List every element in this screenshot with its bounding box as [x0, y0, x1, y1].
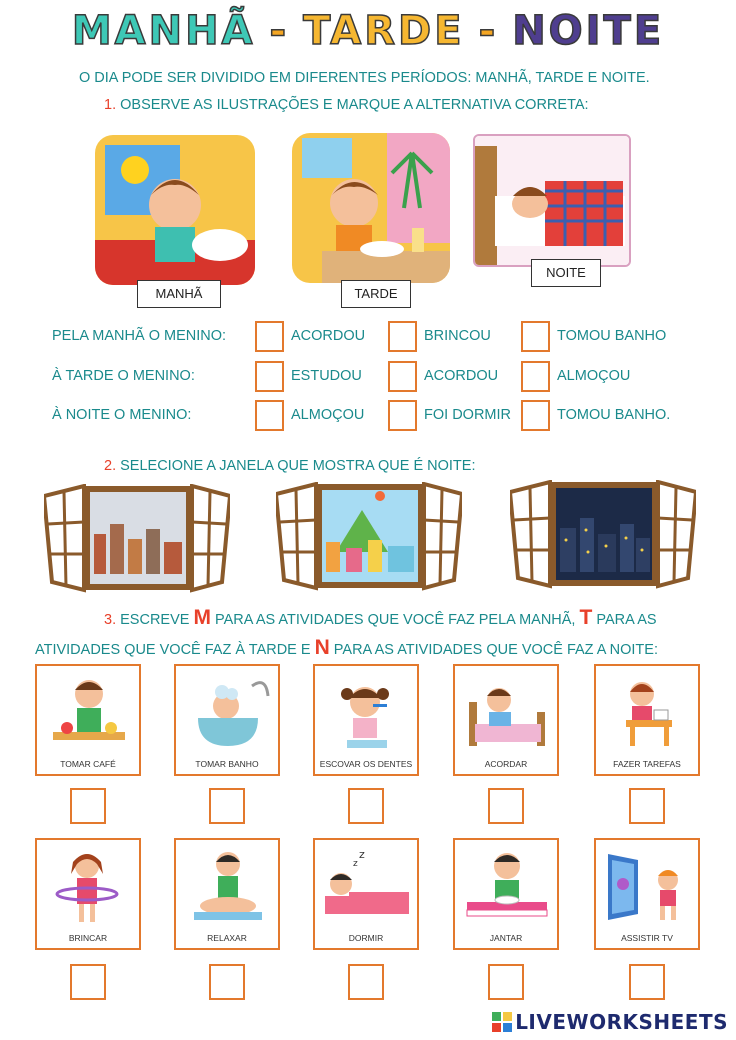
- row-prompt: PELA MANHÃ O MENINO:: [52, 328, 227, 344]
- question-text: PARA AS ATIVIDADES QUE VOCÊ FAZ A NOITE:: [333, 642, 658, 658]
- letter-t: T: [579, 606, 593, 629]
- option-checkbox[interactable]: [521, 321, 550, 352]
- option-checkbox[interactable]: [255, 400, 284, 431]
- afternoon-illustration: [292, 133, 450, 283]
- activity-card: [453, 838, 559, 950]
- answer-box[interactable]: [209, 964, 245, 1000]
- question-text: ESCREVE: [120, 612, 190, 628]
- option-label: TOMOU BANHO: [557, 328, 667, 344]
- row-prompt: À NOITE O MENINO:: [52, 407, 192, 423]
- answer-box[interactable]: [70, 788, 106, 824]
- option-checkbox[interactable]: [521, 400, 550, 431]
- svg-text:z: z: [353, 859, 358, 869]
- option-checkbox[interactable]: [521, 361, 550, 392]
- activity-label: ASSISTIR TV: [621, 933, 673, 943]
- answer-box[interactable]: [629, 964, 665, 1000]
- window-option-afternoon[interactable]: [276, 482, 462, 597]
- activity-label: TOMAR BANHO: [195, 759, 259, 769]
- activity-label: TOMAR CAFÉ: [60, 759, 116, 769]
- question-2-heading: [104, 458, 475, 474]
- title-dash: -: [269, 8, 290, 54]
- question-3-line-1: [104, 606, 657, 630]
- answer-box[interactable]: [209, 788, 245, 824]
- question-text: SELECIONE A JANELA QUE MOSTRA QUE É NOITE:: [120, 458, 476, 474]
- logo-mark-icon: [492, 1012, 512, 1032]
- answer-box[interactable]: [488, 788, 524, 824]
- answer-box[interactable]: [488, 964, 524, 1000]
- activity-label: FAZER TAREFAS: [613, 759, 681, 769]
- caption-noite: NOITE: [531, 259, 601, 287]
- activity-label: ESCOVAR OS DENTES: [319, 759, 413, 769]
- activity-card: [594, 664, 700, 776]
- option-checkbox[interactable]: [388, 321, 417, 352]
- activity-card: [174, 664, 280, 776]
- option-label: ALMOÇOU: [557, 368, 631, 384]
- activity-label: BRINCAR: [68, 933, 108, 943]
- option-label: TOMOU BANHO.: [557, 407, 671, 423]
- title-noite: NOITE: [512, 8, 665, 54]
- option-label: FOI DORMIR: [424, 407, 511, 423]
- caption-tarde: TARDE: [341, 280, 411, 308]
- question-number: 2.: [104, 458, 117, 474]
- option-label: ACORDOU: [291, 328, 366, 344]
- option-label: BRINCOU: [424, 328, 491, 344]
- answer-box[interactable]: [629, 788, 665, 824]
- title-dash: -: [478, 8, 499, 54]
- morning-illustration: [95, 135, 255, 285]
- title-manha: MANHÃ: [71, 8, 256, 54]
- question-number: 3.: [104, 612, 117, 628]
- svg-text:z: z: [359, 848, 365, 861]
- activity-card: [313, 838, 419, 950]
- option-checkbox[interactable]: [388, 361, 417, 392]
- letter-n: N: [314, 636, 330, 659]
- option-label: ALMOÇOU: [291, 407, 365, 423]
- row-prompt: À TARDE O MENINO:: [52, 368, 195, 384]
- page-title: [0, 8, 736, 64]
- activity-card: [35, 838, 141, 950]
- activity-card: [35, 664, 141, 776]
- option-label: ESTUDOU: [291, 368, 362, 384]
- answer-box[interactable]: [348, 964, 384, 1000]
- answer-box[interactable]: [70, 964, 106, 1000]
- liveworksheets-logo: [492, 1010, 728, 1034]
- activity-label: ACORDAR: [484, 759, 528, 769]
- answer-box[interactable]: [348, 788, 384, 824]
- option-checkbox[interactable]: [255, 361, 284, 392]
- question-text: PARA AS ATIVIDADES QUE VOCÊ FAZ PELA MANHÃ,: [215, 612, 576, 628]
- option-checkbox[interactable]: [388, 400, 417, 431]
- activity-label: DORMIR: [348, 933, 384, 943]
- question-text: PARA AS: [596, 612, 657, 628]
- question-text: OBSERVE AS ILUSTRAÇÕES E MARQUE A ALTERNATIVA CORRETA:: [120, 97, 589, 113]
- window-option-day[interactable]: [44, 484, 230, 599]
- question-text: ATIVIDADES QUE VOCÊ FAZ À TARDE E: [35, 642, 311, 658]
- activity-card: [174, 838, 280, 950]
- question-3-line-2: [35, 636, 658, 660]
- letter-m: M: [193, 606, 211, 629]
- night-illustration: [473, 134, 631, 267]
- option-label: ACORDOU: [424, 368, 499, 384]
- title-tarde: TARDE: [303, 8, 465, 54]
- intro-text: O DIA PODE SER DIVIDIDO EM DIFERENTES PERÍODOS: MANHÃ, TARDE E NOITE.: [79, 70, 650, 86]
- activity-card: [313, 664, 419, 776]
- activity-card: [594, 838, 700, 950]
- logo-text: LIVEWORKSHEETS: [515, 1010, 728, 1034]
- activity-label: RELAXAR: [207, 933, 247, 943]
- window-option-night[interactable]: [510, 480, 696, 595]
- caption-manha: MANHÃ: [137, 280, 221, 308]
- activity-label: JANTAR: [489, 933, 523, 943]
- question-number: 1.: [104, 97, 117, 113]
- option-checkbox[interactable]: [255, 321, 284, 352]
- activity-card: [453, 664, 559, 776]
- question-1-heading: [104, 97, 589, 113]
